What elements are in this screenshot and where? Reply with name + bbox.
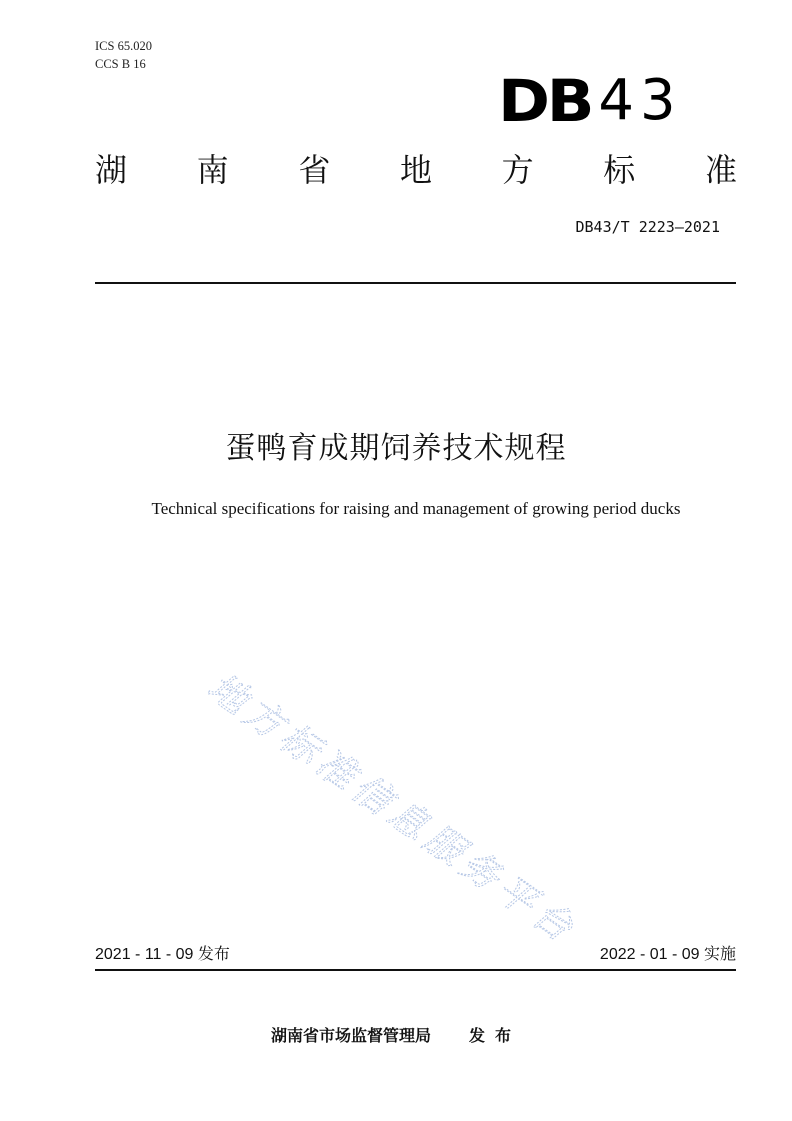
ccs-code: CCS B 16 <box>95 57 146 71</box>
db-logo-mark: DB <box>498 67 592 135</box>
classification-codes <box>95 37 152 73</box>
standard-title-char: 省 <box>298 151 331 189</box>
watermark-text: 地方标准信息服务平台 <box>199 664 586 953</box>
implement-date: 2022 - 01 - 09 实施 <box>599 946 736 963</box>
standard-title-char: 准 <box>704 151 737 189</box>
top-divider <box>95 282 736 284</box>
publish-date: 2021 - 11 - 09 发布 <box>95 946 230 963</box>
standard-type-title <box>95 148 737 192</box>
issuer-name: 湖南省市场监督管理局 <box>270 1026 431 1045</box>
issuer-line <box>0 1024 792 1048</box>
document-title: 蛋鸭育成期饲养技术规程 <box>225 431 567 466</box>
standard-title-char: 标 <box>603 151 636 189</box>
db-logo-number: 43 <box>598 68 682 133</box>
document-subtitle: Technical specifications for raising and management of growing period ducks <box>151 499 681 518</box>
issuer-action: 发布 <box>469 1026 522 1045</box>
standard-title-char: 湖 <box>95 151 128 189</box>
standard-title-char: 南 <box>196 151 229 189</box>
bottom-divider <box>95 969 736 971</box>
standard-title-char: 方 <box>501 151 534 189</box>
ics-code: ICS 65.020 <box>95 39 152 53</box>
db-logo <box>498 66 682 136</box>
standard-number: DB43/T 2223—2021 <box>575 218 720 236</box>
standard-title-char: 地 <box>399 151 432 189</box>
